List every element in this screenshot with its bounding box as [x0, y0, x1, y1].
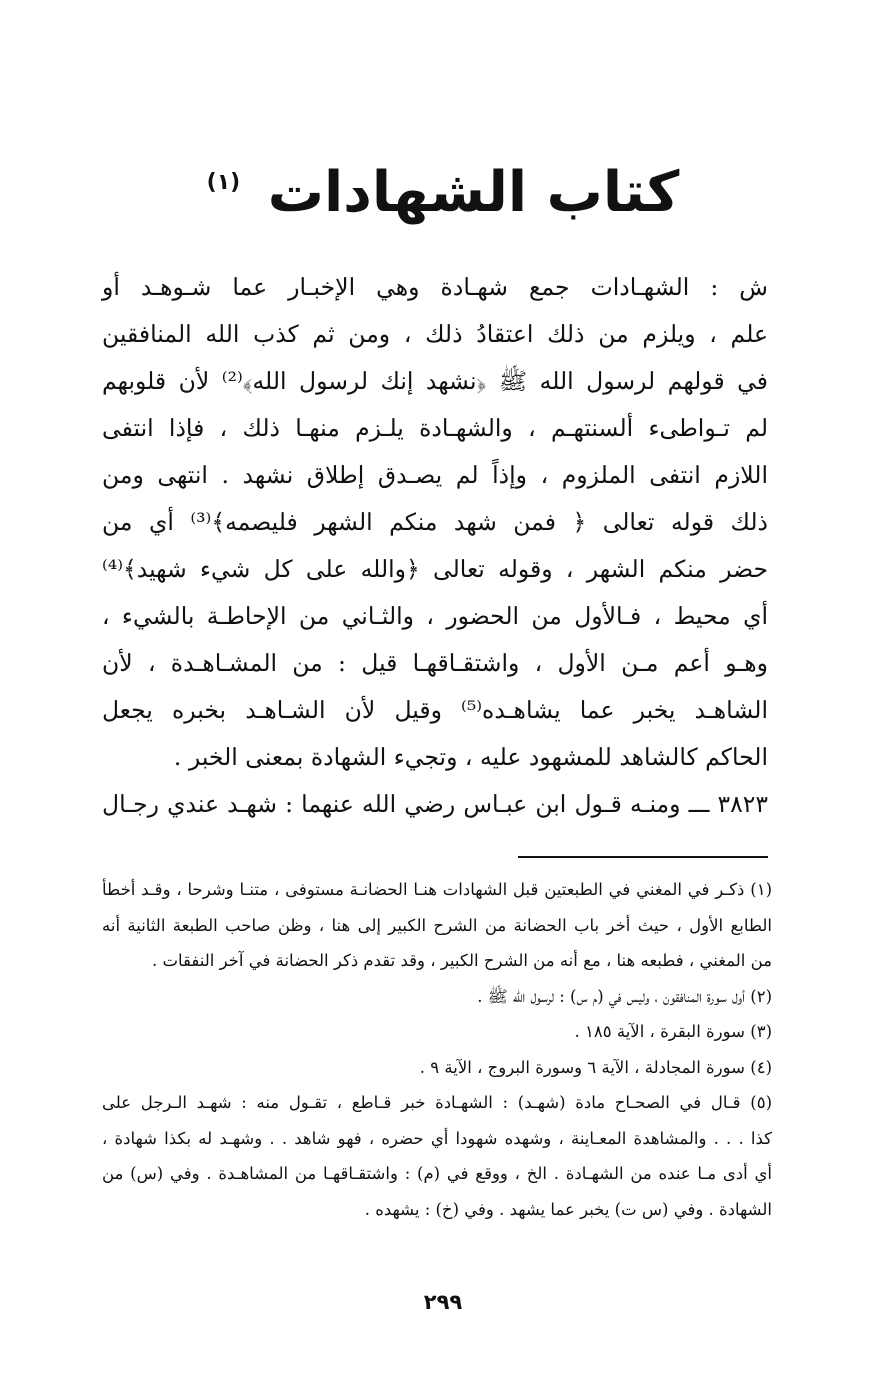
- footnote-line: الشهادة . وفي (س ت) يخبر عما يشهد . وفي (خ) : يشهده .: [364, 1199, 772, 1219]
- chapter-title-footnote-ref: (١): [206, 170, 241, 195]
- main-text-line: وهـو أعم مـن الأول ، واشتقـاقهـا قيل : من المشـاهـدة ، لأن: [102, 649, 768, 677]
- main-text-line: اللازم انتفى الملزوم ، وإذاً لم يصـدق إطلاق نشهد . انتهى ومن: [102, 461, 768, 489]
- chapter-title: [140, 138, 746, 238]
- footnote-line: كذا . . . والمشاهدة المعـاينة ، وشهده شهودا أي حضره ، فهو شاهد . . وشهـد له بكذا شهادة ،: [102, 1128, 772, 1148]
- page-number: ٢٩٩: [423, 1290, 463, 1314]
- main-text-line: الشاهـد يخبر عما يشاهـده⁽⁵⁾ وقيل لأن الشـاهـد بخبره يجعل: [102, 696, 768, 724]
- footnote-line: من المغني ، فطبعه هنا ، مع أنه من الشرح الكبير ، وقد تقدم ذكر الحضانة في آخر النفقات .: [152, 951, 772, 970]
- main-text-line: ذلك قوله تعالى ﴿ فمن شهد منكم الشهر فليصمه﴾⁽³⁾ أي من: [102, 508, 768, 536]
- footnote-line: (٤) سورة المجادلة ، الآية ٦ وسورة البروج ، الآية ٩ .: [419, 1057, 772, 1077]
- main-text-line: علم ، ويلزم من ذلك اعتقادُ ذلك ، ومن ثم كذب الله المنافقين: [102, 320, 768, 348]
- main-text-line: ش : الشهـادات جمع شهـادة وهي الإخبـار عما شـوهـد أو: [102, 273, 768, 301]
- main-text-line: حضر منكم الشهر ، وقوله تعالى ﴿والله على كل شيء شهيد﴾⁽⁴⁾: [102, 555, 768, 583]
- main-text-body: [102, 264, 768, 828]
- footnotes: [102, 872, 772, 1227]
- main-text-line: لم تـواطىء ألسنتهـم ، والشهـادة يلـزم منهـا ذلك ، فإذا انتفى: [102, 414, 768, 442]
- footnote-line: (٥) قـال في الصحـاح مادة (شهـد) : الشهـادة خبر قـاطع ، تقـول منه : شهـد الـرجل على: [102, 1093, 772, 1112]
- hadith-line: ٣٨٢٣ ـــ ومنـه قـول ابن عبـاس رضي الله عنهما : شهـد عندي رجـال: [102, 790, 768, 818]
- main-text-line: في قولهم لرسول الله ﷺ ﴿نشهد إنك لرسول الله﴾⁽²⁾ لأن قلوبهم: [102, 367, 768, 395]
- footnote-line: (١) ذكـر في المغني في الطبعتين قبل الشهادات هنـا الحضانـة مستوفى ، متنـا وشرحا ، وقـد أخطأ: [102, 880, 772, 899]
- footnote-line: (٣) سورة البقرة ، الآية ١٨٥ .: [574, 1022, 772, 1041]
- footnote-line: (٢) أول سورة المنافقون ، وليس في (م س) : لرسول الله ﷺ .: [477, 986, 772, 1006]
- chapter-title-text: كتاب الشهادات: [267, 160, 680, 225]
- main-text-line: أي محيط ، فـالأول من الحضور ، والثـاني من الإحاطـة بالشيء ،: [102, 602, 768, 630]
- footnote-line: الطابع الأول ، حيث أخر باب الحضانة من الشرح الكبير إلى هنا ، وظن صاحب الطبعة الثانية أنه: [102, 915, 772, 935]
- main-text-line: الحاكم كالشاهد للمشهود عليه ، وتجيء الشهادة بمعنى الخبر .: [173, 743, 768, 771]
- footnote-line: أي أدى مـا عنده من الشهـادة . الخ ، ووقع في (م) : واشتقـاقهـا من المشاهـدة . وفي (س) من: [102, 1164, 772, 1183]
- footnote-separator: [518, 856, 768, 858]
